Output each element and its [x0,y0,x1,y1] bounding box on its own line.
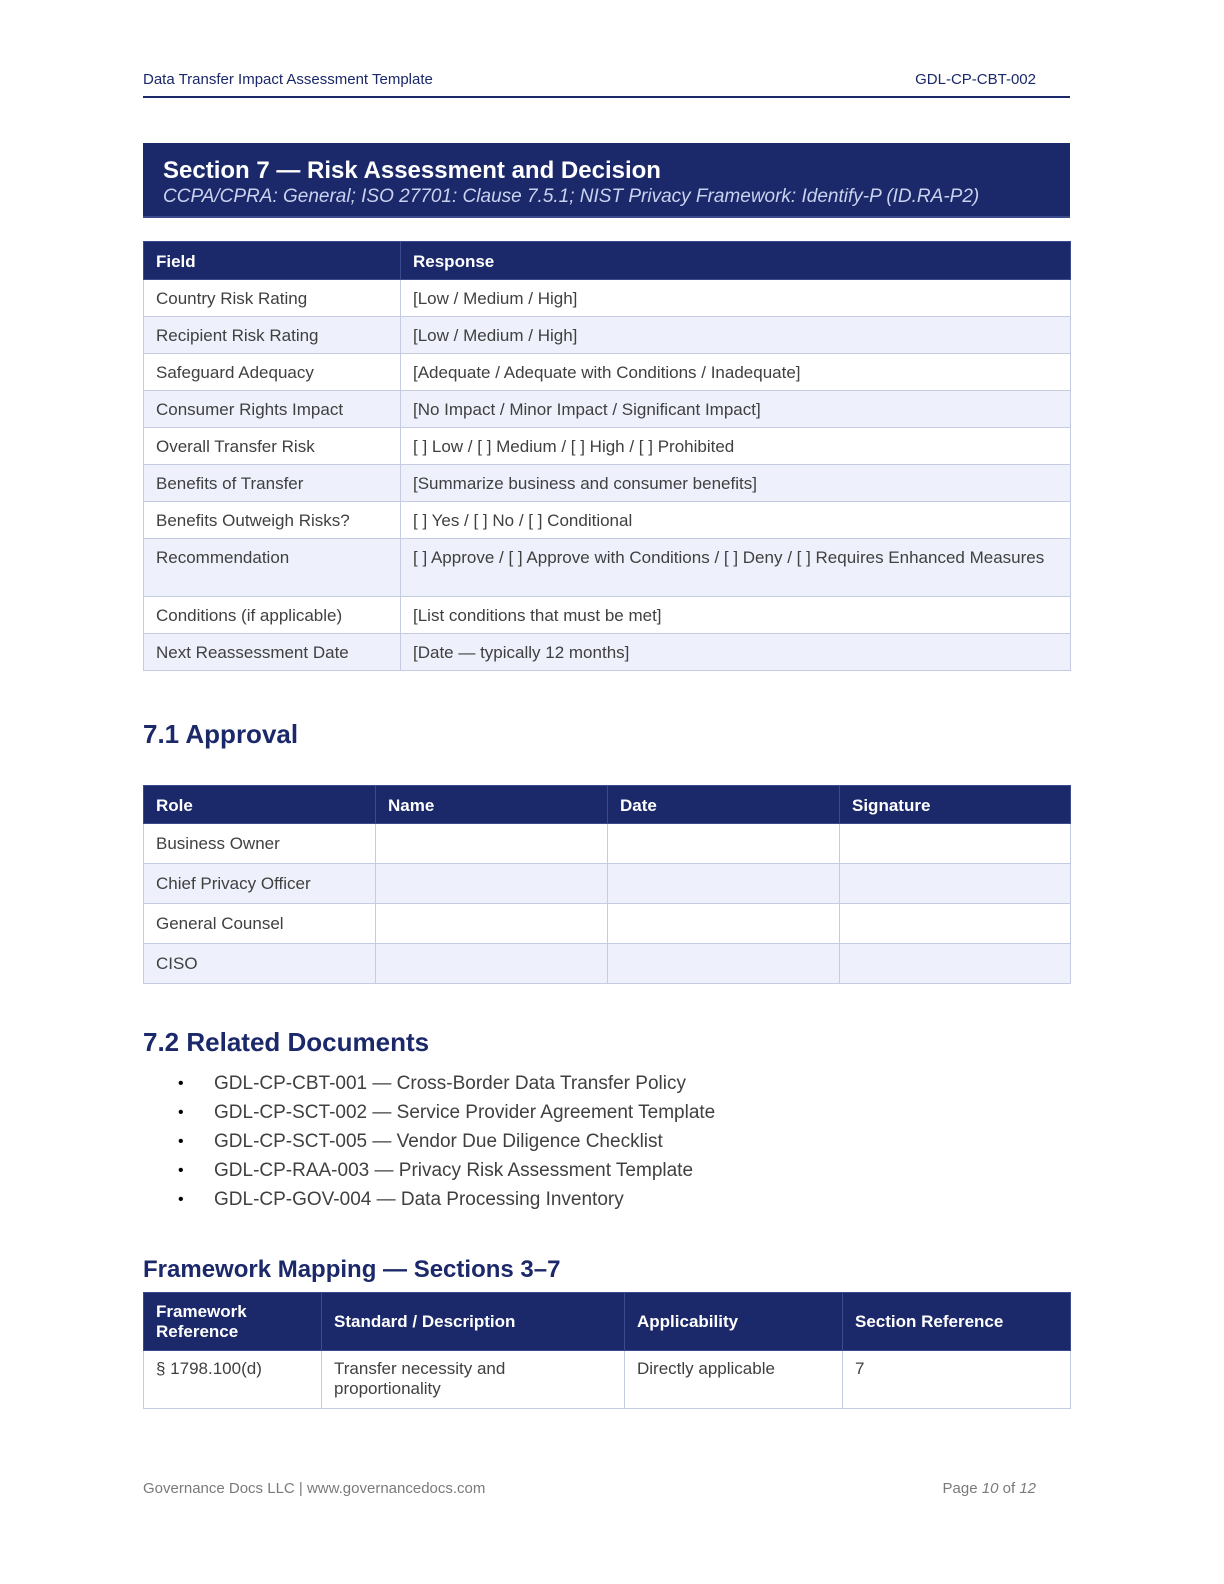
field-cell: Recipient Risk Rating [144,317,401,354]
header-doc-id: GDL-CP-CBT-002 [915,71,1036,88]
role-cell: Chief Privacy Officer [144,864,376,904]
role-cell: Business Owner [144,824,376,864]
column-header: Standard / Description [322,1293,625,1351]
table-row [144,634,1071,671]
signature-cell[interactable] [840,864,1071,904]
column-header: Name [376,786,608,824]
field-cell: Benefits Outweigh Risks? [144,502,401,539]
list-item [143,1156,715,1185]
field-cell: Benefits of Transfer [144,465,401,502]
related-doc-label: GDL-CP-SCT-002 — Service Provider Agreement Template [214,1102,716,1123]
table-row [144,944,1071,984]
date-cell[interactable] [608,824,840,864]
approval-table [143,785,1071,984]
name-cell[interactable] [376,824,608,864]
response-cell: [ ] Low / [ ] Medium / [ ] High / [ ] Prohibited [401,428,1071,465]
list-item [143,1185,715,1214]
role-cell: General Counsel [144,904,376,944]
table-row [144,539,1071,597]
field-cell: Consumer Rights Impact [144,391,401,428]
field-cell: Next Reassessment Date [144,634,401,671]
response-cell: [List conditions that must be met] [401,597,1071,634]
section-subtitle: CCPA/CPRA: General; ISO 27701: Clause 7.5.1; NIST Privacy Framework: Identify-P (ID.RA-P2) [163,186,980,207]
risk-assessment-table [143,241,1071,671]
applicability-cell: Directly applicable [625,1351,843,1409]
response-cell: [Adequate / Adequate with Conditions / Inadequate] [401,354,1071,391]
list-item [143,1127,715,1156]
response-cell: [ ] Approve / [ ] Approve with Conditions / [ ] Deny / [ ] Requires Enhanced Measures [401,539,1071,597]
field-cell: Recommendation [144,539,401,597]
date-cell[interactable] [608,904,840,944]
table-row [144,824,1071,864]
header-doc-title: Data Transfer Impact Assessment Template [143,71,433,88]
table-header-row [144,1293,1071,1351]
standard-description-cell: Transfer necessity and proportionality [322,1351,625,1409]
related-documents-heading: 7.2 Related Documents [143,1027,430,1057]
column-header: Date [608,786,840,824]
approval-heading: 7.1 Approval [143,719,299,749]
bullet-icon: • [178,1075,184,1092]
column-header: Applicability [625,1293,843,1351]
page-total: 12 [1019,1480,1036,1497]
signature-cell[interactable] [840,824,1071,864]
page-label: Page [942,1480,978,1497]
response-cell: [Summarize business and consumer benefits] [401,465,1071,502]
related-doc-label: GDL-CP-SCT-005 — Vendor Due Diligence Checklist [214,1131,663,1152]
table-row [144,864,1071,904]
page-number [943,1480,1036,1497]
table-row [144,904,1071,944]
bullet-icon: • [178,1162,184,1179]
section-title: Section 7 — Risk Assessment and Decision [163,157,661,184]
date-cell[interactable] [608,944,840,984]
section-banner [143,143,1070,218]
name-cell[interactable] [376,864,608,904]
footer-company: Governance Docs LLC | www.governancedocs.com [143,1480,486,1497]
column-header: Role [144,786,376,824]
field-cell: Conditions (if applicable) [144,597,401,634]
bullet-icon: • [178,1104,184,1121]
column-header: Field [144,242,401,280]
table-row [144,1351,1071,1409]
table-row [144,391,1071,428]
bullet-icon: • [178,1133,184,1150]
related-doc-label: GDL-CP-GOV-004 — Data Processing Inventory [214,1189,624,1210]
response-cell: [Date — typically 12 months] [401,634,1071,671]
section-reference-cell: 7 [843,1351,1071,1409]
table-row [144,428,1071,465]
table-header-row [144,242,1071,280]
related-doc-label: GDL-CP-RAA-003 — Privacy Risk Assessment Template [214,1160,694,1181]
field-cell: Overall Transfer Risk [144,428,401,465]
related-doc-label: GDL-CP-CBT-001 — Cross-Border Data Transfer Policy [214,1073,686,1094]
name-cell[interactable] [376,944,608,984]
page-footer [143,1480,1036,1497]
column-header: Signature [840,786,1071,824]
page-header [143,68,1070,98]
response-cell: [Low / Medium / High] [401,280,1071,317]
table-header-row [144,786,1071,824]
column-header: Response [401,242,1071,280]
list-item [143,1069,715,1098]
list-item [143,1098,715,1127]
table-row [144,280,1071,317]
bullet-icon: • [178,1191,184,1208]
response-cell: [ ] Yes / [ ] No / [ ] Conditional [401,502,1071,539]
role-cell: CISO [144,944,376,984]
table-row [144,465,1071,502]
field-cell: Safeguard Adequacy [144,354,401,391]
page-current: 10 [981,1480,999,1497]
framework-mapping-table [143,1292,1071,1409]
date-cell[interactable] [608,864,840,904]
signature-cell[interactable] [840,944,1071,984]
signature-cell[interactable] [840,904,1071,944]
framework-reference-cell: § 1798.100(d) [144,1351,322,1409]
name-cell[interactable] [376,904,608,944]
table-row [144,317,1071,354]
table-row [144,502,1071,539]
framework-mapping-heading: Framework Mapping — Sections 3–7 [143,1256,561,1283]
column-header: Section Reference [843,1293,1071,1351]
page-of: of [1002,1480,1016,1497]
table-row [144,354,1071,391]
response-cell: [No Impact / Minor Impact / Significant Impact] [401,391,1071,428]
table-row [144,597,1071,634]
response-cell: [Low / Medium / High] [401,317,1071,354]
field-cell: Country Risk Rating [144,280,401,317]
column-header: Framework Reference [144,1293,322,1351]
related-documents-list [143,1069,715,1214]
